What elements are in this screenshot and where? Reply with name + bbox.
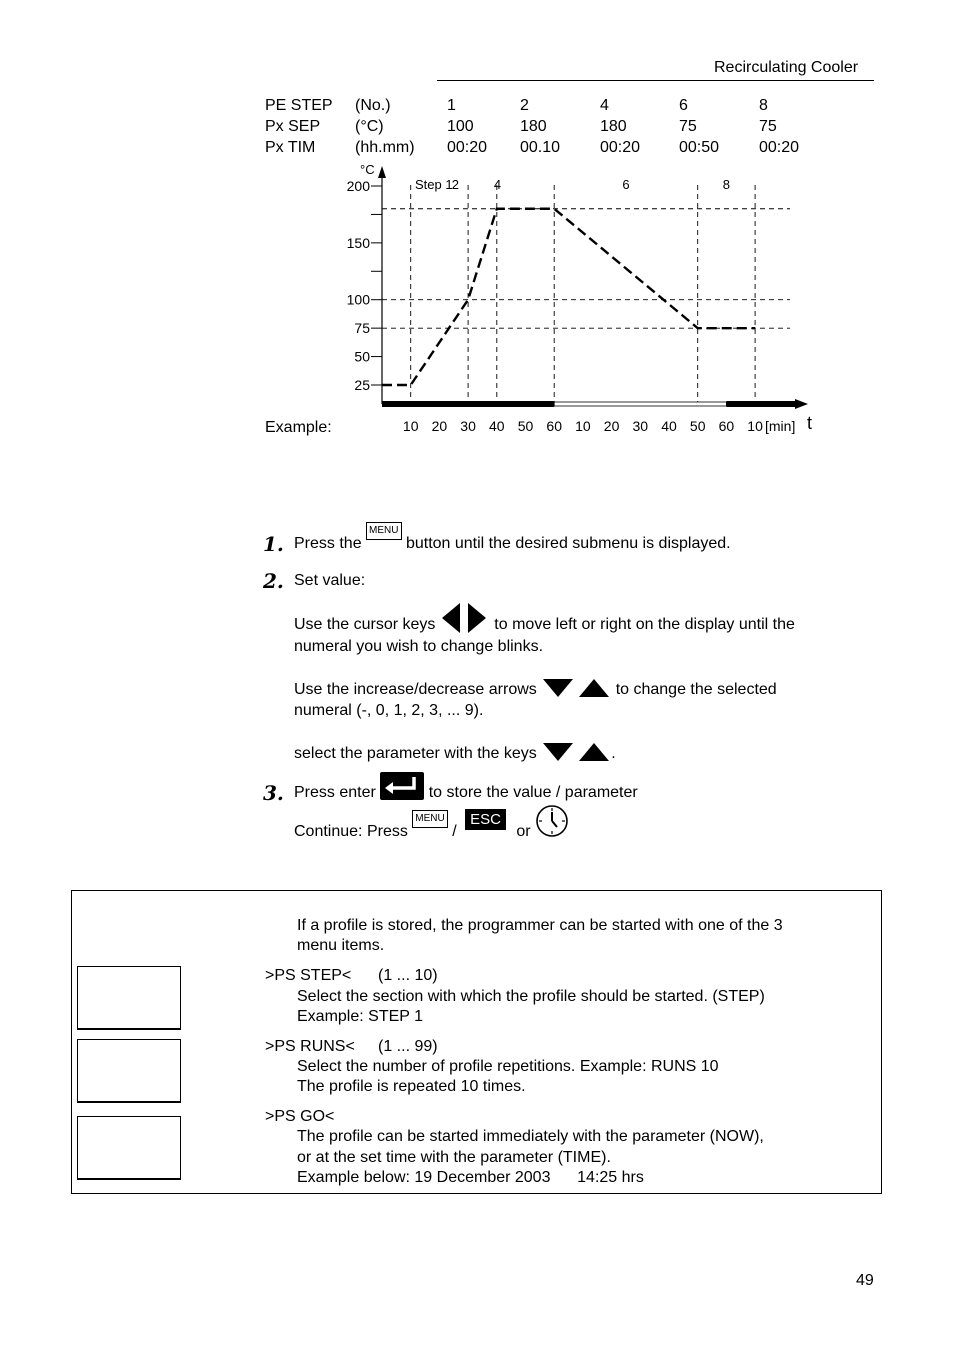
x-tick-label: 30 — [460, 418, 476, 434]
menu-item-range: (1 ... 99) — [378, 1038, 438, 1055]
instruction-text: button until the desired submenu is displayed. — [405, 535, 731, 552]
x-tick-label: 10 — [575, 418, 591, 434]
instruction-text: to move left or right on the display until the — [494, 616, 795, 633]
info-intro-text: If a profile is stored, the programmer can be started with one of the 3 — [297, 917, 783, 934]
enter-key-icon — [380, 772, 424, 800]
menu-key-icon: MENU — [412, 810, 447, 828]
instruction-text: Press the — [294, 535, 362, 552]
table-row-unit: (°C) — [355, 118, 384, 135]
table-cell: 1 — [447, 97, 456, 114]
table-cell: 00:20 — [600, 139, 641, 156]
y-axis-arrow — [378, 166, 386, 178]
y-tick-label: 75 — [354, 320, 370, 337]
down-up-arrows-icon — [541, 741, 611, 763]
profile-line — [382, 209, 755, 385]
x-tick-label: 60 — [718, 418, 735, 434]
menu-item-title: >PS RUNS< — [265, 1038, 355, 1055]
menu-item-description: Select the section with which the profile should be started. (STEP) — [297, 988, 765, 1005]
table-row-label: Px TIM — [265, 139, 316, 156]
table-row-unit: (hh.mm) — [355, 139, 415, 156]
x-tick-label: 40 — [661, 418, 677, 434]
instruction-text: or — [516, 823, 531, 840]
table-cell: 00:50 — [679, 139, 720, 156]
table-cell: 75 — [679, 118, 697, 135]
instruction-text: select the parameter with the keys — [294, 745, 537, 762]
info-intro-text: menu items. — [297, 937, 385, 954]
table-row-label: PE STEP — [265, 97, 333, 114]
table-cell: 00:20 — [759, 139, 800, 156]
header-title: Recirculating Cooler — [714, 59, 859, 76]
menu-key-icon: MENU — [366, 522, 401, 540]
x-axis-arrow — [795, 399, 808, 409]
instruction-text: Press enter — [294, 784, 376, 801]
instruction-text: to change the selected — [615, 681, 777, 698]
display-preview — [77, 1116, 181, 1180]
instruction-text: numeral you wish to change blinks. — [294, 638, 544, 655]
step-number-1: 1. — [263, 532, 284, 556]
esc-key-icon: ESC — [465, 809, 506, 830]
x-axis-label: t — [807, 413, 813, 433]
instruction-text: Use the increase/decrease arrows — [294, 681, 537, 698]
menu-item-range: (1 ... 10) — [378, 967, 438, 984]
left-right-arrows-icon — [440, 603, 490, 635]
table-row-label: Px SEP — [265, 118, 321, 135]
x-tick-label: 50 — [517, 418, 534, 434]
y-tick-label: 100 — [346, 291, 370, 308]
instruction-text: . — [611, 745, 616, 762]
instruction-text: / — [452, 823, 457, 840]
x-tick-label: 20 — [603, 418, 620, 434]
menu-item-description: The profile is repeated 10 times. — [297, 1078, 526, 1095]
step-label: Step 1 — [415, 177, 453, 192]
x-tick-label: 10 — [402, 418, 419, 434]
instruction-text: numeral (-, 0, 1, 2, 3, ... 9). — [294, 702, 484, 719]
cursor-left-right-icon — [440, 603, 490, 635]
table-cell: 6 — [679, 97, 688, 114]
time-bar-segment — [554, 402, 726, 406]
y-tick-label: 25 — [354, 377, 370, 393]
menu-item-description: The profile can be started immediately with the parameter (NOW), — [297, 1128, 764, 1145]
x-tick-label: 60 — [546, 418, 562, 434]
x-tick-label: 30 — [632, 418, 649, 434]
instruction-step-1 — [294, 520, 731, 552]
y-tick-label: 150 — [346, 234, 370, 251]
x-unit-label: [min] — [765, 418, 796, 434]
x-tick-label: 50 — [689, 418, 706, 434]
menu-item-title: >PS GO< — [265, 1108, 335, 1125]
table-row-unit: (No.) — [355, 97, 391, 114]
step-number-3: 3. — [263, 781, 284, 805]
x-tick-label: 20 — [431, 418, 448, 434]
step-label: 6 — [622, 177, 630, 192]
instruction-continue — [294, 804, 569, 838]
table-cell: 00:20 — [447, 139, 488, 156]
instruction-select-parameter — [294, 741, 616, 763]
time-bar-segment — [382, 401, 554, 407]
instruction-text: Use the cursor keys — [294, 616, 436, 633]
instruction-text: to store the value / parameter — [428, 784, 638, 801]
step-label: 2 — [451, 177, 460, 192]
instruction-text: Continue: Press — [294, 823, 408, 840]
display-preview — [77, 1039, 181, 1103]
instruction-arrows — [294, 677, 777, 699]
page-number: 49 — [856, 1272, 874, 1289]
menu-item-description: or at the set time with the parameter (TIME). — [297, 1149, 611, 1166]
table-cell: 180 — [600, 118, 627, 135]
step-number-2: 2. — [263, 569, 284, 593]
table-cell: 180 — [520, 118, 547, 135]
table-cell: 4 — [600, 97, 609, 114]
table-cell: 100 — [447, 118, 474, 135]
instruction-step-3 — [294, 772, 638, 800]
step-label: 4 — [493, 177, 502, 192]
table-cell: 8 — [759, 97, 768, 114]
y-tick-label: 50 — [354, 348, 370, 365]
temperature-profile-chart — [0, 0, 954, 460]
time-bar-segment — [726, 401, 795, 407]
step-label: 8 — [722, 177, 731, 192]
menu-item-description: Example: STEP 1 — [297, 1008, 423, 1025]
table-cell: 00.10 — [520, 139, 561, 156]
x-tick-label: 40 — [489, 418, 505, 434]
down-up-arrows-icon — [541, 677, 611, 699]
clock-icon — [535, 804, 569, 838]
menu-item-description: Select the number of profile repetitions. Example: RUNS 10 — [297, 1058, 719, 1075]
y-tick-label: 200 — [346, 178, 370, 194]
menu-item-title: >PS STEP< — [265, 967, 352, 984]
x-tick-label: 10 — [747, 418, 763, 434]
y-axis-label: °C — [360, 162, 375, 177]
example-label: Example: — [265, 419, 332, 436]
instruction-step-2-title: Set value: — [294, 572, 366, 589]
instruction-cursor-keys — [294, 603, 795, 635]
menu-item-description: Example below: 19 December 2003 14:25 hrs — [297, 1169, 644, 1186]
display-preview — [77, 966, 181, 1030]
table-cell: 75 — [759, 118, 777, 135]
table-cell: 2 — [520, 97, 529, 114]
